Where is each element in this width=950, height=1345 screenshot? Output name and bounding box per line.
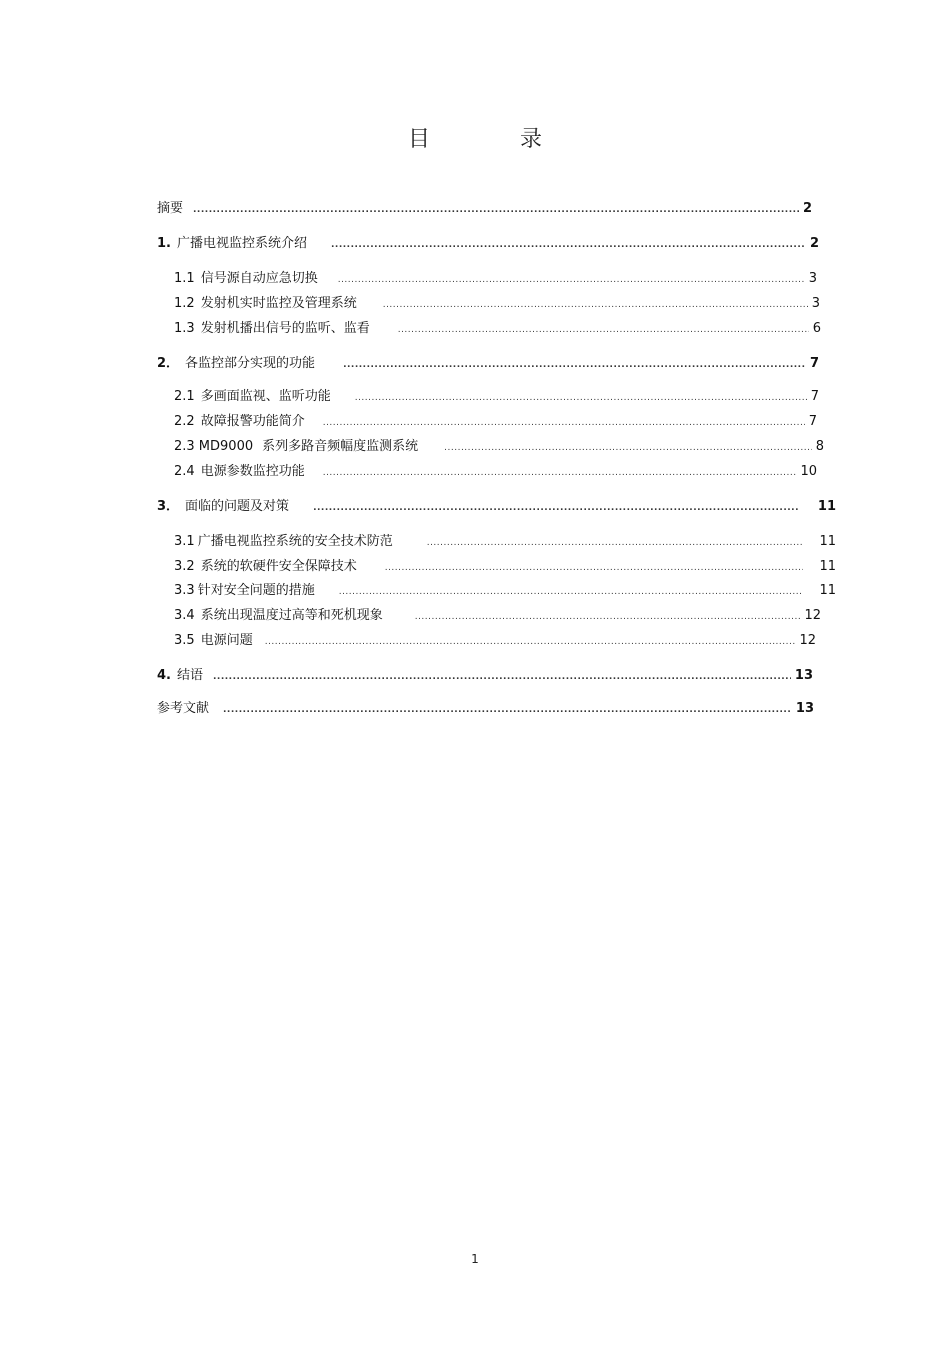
toc-entry-2[interactable] (157, 355, 819, 373)
toc-number: 3.3 (174, 583, 195, 598)
toc-number: 3． (157, 499, 180, 514)
toc-page: 8 (815, 439, 824, 454)
toc-label: 多画面监视、监听功能 (200, 389, 331, 404)
toc-leader (339, 583, 804, 601)
toc-label: 故障报警功能简介 (200, 414, 305, 429)
toc-entry-2-1[interactable] (174, 388, 819, 406)
toc-entry-1-1[interactable] (174, 270, 817, 288)
toc-entry-1-2[interactable] (174, 295, 820, 313)
toc-label: 参考文献 (157, 701, 210, 716)
toc-label: 电源参数监控功能 (200, 464, 305, 479)
toc-leader (398, 321, 809, 339)
toc-page: 13 (794, 668, 813, 683)
toc-page: 11 (819, 583, 836, 598)
toc-leader (313, 499, 798, 517)
toc-number: 3.5 (174, 633, 195, 648)
toc-label: 信号源自动应急切换 (200, 271, 318, 286)
toc-number: 2.4 (174, 464, 195, 479)
toc-entry-3-1[interactable] (174, 533, 836, 551)
toc-leader (427, 534, 804, 552)
page-number: 1 (471, 1252, 479, 1266)
toc-label: 面临的问题及对策 (185, 499, 290, 514)
toc-number: 2． (157, 356, 180, 371)
toc-number: 1.3 (174, 321, 195, 336)
toc-label: 结语 (176, 668, 203, 683)
toc-entry-3[interactable] (157, 498, 836, 516)
toc-leader (355, 389, 807, 407)
toc-leader (193, 201, 799, 219)
toc-label: 系列多路音频幅度监测系统 (262, 439, 419, 454)
toc-leader (323, 464, 797, 482)
toc-leader (323, 414, 805, 432)
toc-label: 电源问题 (200, 633, 253, 648)
toc-page: 2 (802, 201, 812, 216)
toc-page: 13 (795, 701, 814, 716)
toc-page: 12 (804, 608, 821, 623)
toc-entry-1[interactable] (157, 235, 819, 253)
toc-number: 4. (157, 668, 171, 683)
toc-leader (383, 296, 808, 314)
toc-leader (444, 439, 812, 457)
page-title: 目 录 (407, 127, 576, 152)
toc-leader (213, 668, 791, 686)
toc-label: 各监控部分实现的功能 (185, 356, 316, 371)
toc-label: 系统的软硬件安全保障技术 (200, 559, 357, 574)
toc-entry-2-2[interactable] (174, 413, 817, 431)
toc-page: 11 (817, 499, 836, 514)
toc-entry-3-4[interactable] (174, 607, 821, 625)
toc-number: 3.1 (174, 534, 195, 549)
toc-number: 1.2 (174, 296, 195, 311)
toc-page: 7 (810, 389, 819, 404)
toc-entry-abstract[interactable] (157, 200, 812, 218)
toc-leader (331, 236, 806, 254)
toc-leader (385, 559, 804, 577)
toc-entry-1-3[interactable] (174, 320, 821, 338)
toc-label: 系统出现温度过高等和死机现象 (200, 608, 383, 623)
toc-entry-4[interactable] (157, 667, 813, 685)
toc-entry-3-5[interactable] (174, 632, 816, 650)
toc-number: 3.2 (174, 559, 195, 574)
toc-entry-references[interactable] (157, 700, 814, 718)
toc-entry-3-2[interactable] (174, 558, 836, 576)
toc-leader (265, 633, 796, 651)
toc-leader (415, 608, 801, 626)
toc-page: 3 (808, 271, 817, 286)
toc-entry-3-3[interactable] (174, 582, 836, 600)
toc-label: 发射机播出信号的监听、监看 (200, 321, 370, 336)
toc-number: 2.3 MD9000 (174, 439, 254, 454)
toc-number: 3.4 (174, 608, 195, 623)
toc-number: 2.2 (174, 414, 195, 429)
toc-number: 1.1 (174, 271, 195, 286)
toc-leader (343, 356, 806, 374)
toc-page: 11 (819, 534, 836, 549)
toc-page: 7 (808, 414, 817, 429)
toc-page: 10 (800, 464, 817, 479)
toc-page: 7 (809, 356, 819, 371)
toc-label: 摘要 (157, 201, 184, 216)
toc-label: 广播电视监控系统介绍 (176, 236, 307, 251)
toc-label: 发射机实时监控及管理系统 (200, 296, 357, 311)
toc-entry-2-3[interactable] (174, 438, 824, 456)
toc-entry-2-4[interactable] (174, 463, 817, 481)
toc-page: 3 (811, 296, 820, 311)
toc-page: 11 (819, 559, 836, 574)
toc-leader (223, 701, 792, 719)
toc-label: 针对安全问题的措施 (197, 583, 315, 598)
toc-page: 12 (799, 633, 816, 648)
toc-page: 6 (812, 321, 821, 336)
toc-label: 广播电视监控系统的安全技术防范 (197, 534, 393, 549)
toc-number: 1. (157, 236, 171, 251)
toc-leader (338, 271, 805, 289)
toc-page: 2 (809, 236, 819, 251)
toc-number: 2.1 (174, 389, 195, 404)
